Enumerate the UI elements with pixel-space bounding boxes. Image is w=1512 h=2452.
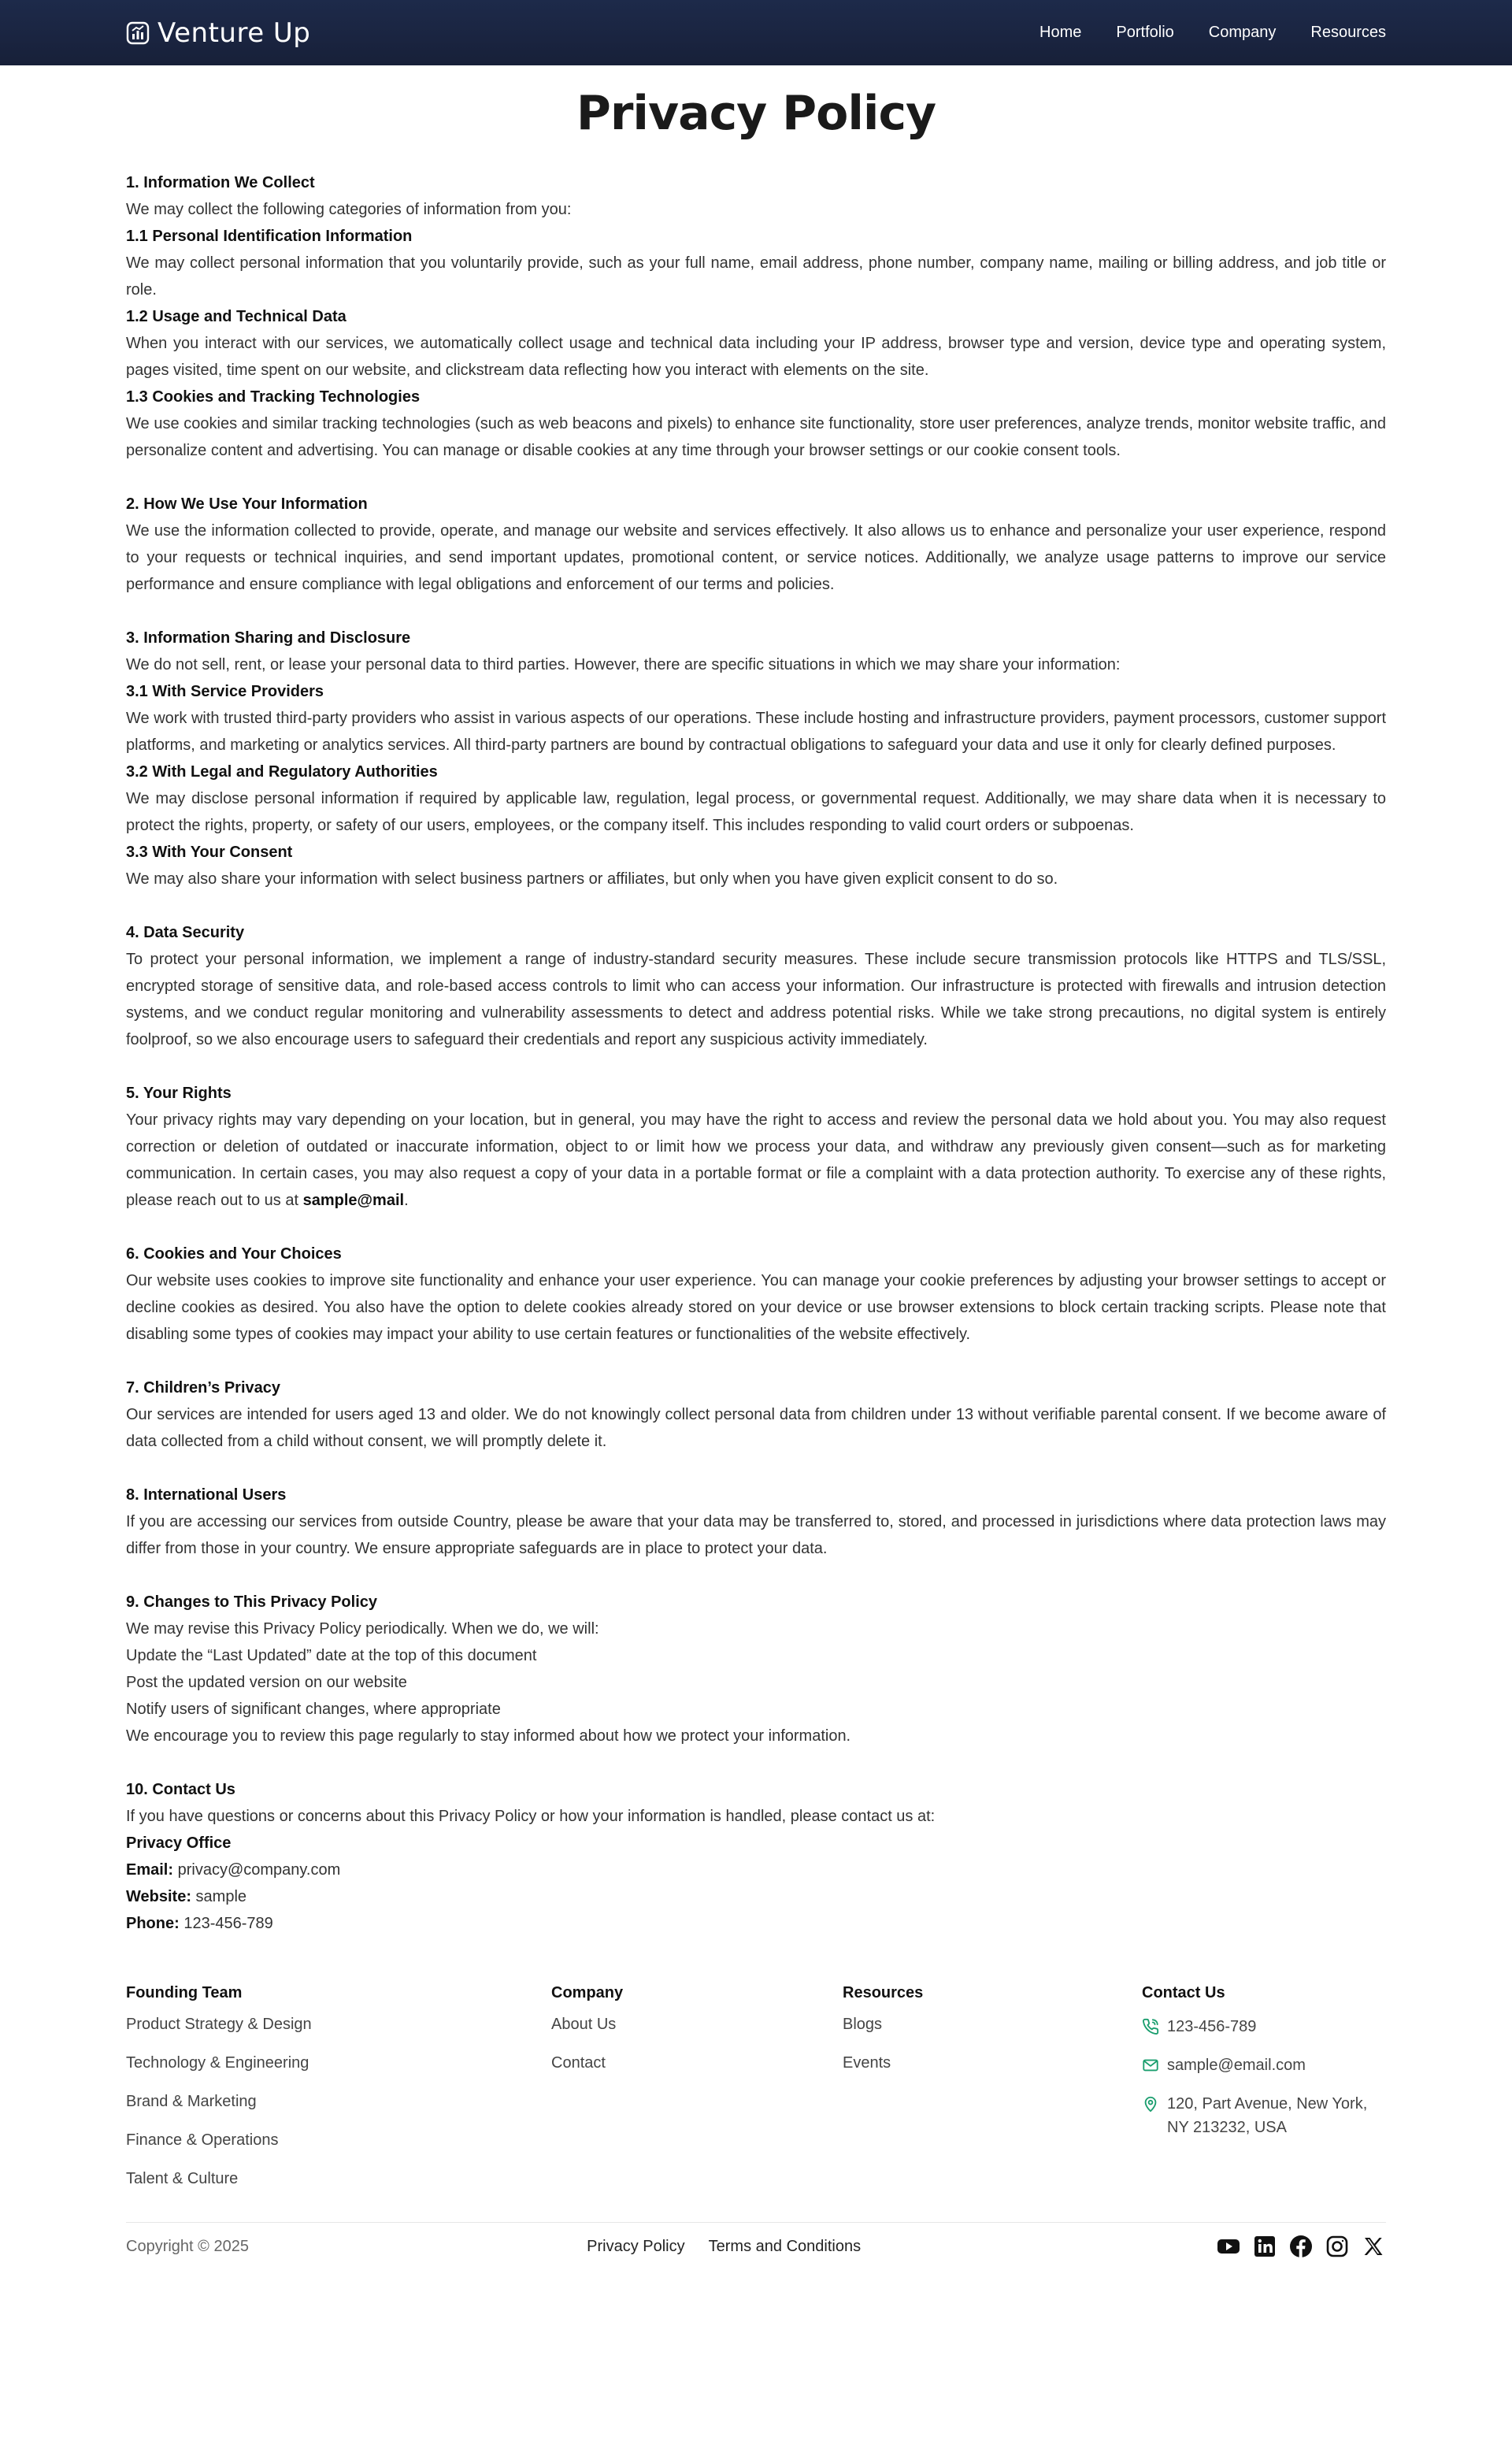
footer-link[interactable]: Technology & Engineering [126,2054,309,2072]
footer-link[interactable]: Blogs [843,2016,883,2033]
footer-link[interactable]: Product Strategy & Design [126,2016,312,2033]
email-label: Email: [126,1861,174,1879]
section-text: Our website uses cookies to improve site functionality and enhance your user experience. You can manage your cookie preferences by adjusting your browser settings to accept or decline cookies as desired. You also have the option to delete cookies already stored on your device or use browser extensions to block certain tracking scripts. Please note that disabling some types of cookies may impact your ability to use certain features or functionalities of the website effectively. [126,1272,1386,1343]
footer-col-heading: Resources [843,1984,924,2001]
section-text: We use the information collected to provide, operate, and manage our website and services effectively. It also allows us to enhance and personalize your user experience, respond to your requests or technical inquiries, and send important updates, promotional content, or service notices. Additionally, we analyze usage patterns to improve our service performance and ensure compliance with legal obligations and enforcement of our terms and policies. [126,522,1386,593]
footer-col-heading: Contact Us [1142,1984,1225,2001]
footer-bottom-bar [126,2223,1386,2270]
policy-change-line: Post the updated version on our website [126,1674,407,1691]
footer-email-text: sample@email.com [1167,2057,1306,2074]
section-international-users [126,1482,1386,1562]
rights-end: . [404,1192,409,1209]
subsection-text: We may disclose personal information if required by applicable law, regulation, legal process, or governmental request. Additionally, we may share data when it is necessary to protect the rights, property, or safety of our users, employees, or the company itself. This includes responding to valid court orders or subpoenas. [126,790,1386,834]
website-label: Website: [126,1888,191,1905]
contact-email-line [126,1857,1386,1883]
footer-link[interactable]: Finance & Operations [126,2131,279,2149]
x-icon[interactable] [1361,2234,1386,2259]
policy-change-line: We encourage you to review this page regularly to stay informed about how we protect your information. [126,1727,851,1745]
footer-col-heading: Founding Team [126,1984,243,2001]
subsection-heading: 3.3 With Your Consent [126,844,293,861]
email-value[interactable]: privacy@company.com [177,1861,341,1879]
section-policy-changes [126,1589,1386,1749]
instagram-icon[interactable] [1325,2234,1350,2259]
site-footer [0,1984,1512,2270]
footer-col-company [551,1984,843,2208]
subsection-text: We may also share your information with select business partners or affiliates, but only when you have given explicit consent to do so. [126,870,1058,888]
page-title: Privacy Policy [576,86,936,141]
phone-icon [1142,2018,1159,2035]
nav-home[interactable]: Home [1040,24,1082,41]
section-sharing-disclosure [126,625,1386,892]
footer-columns [126,1984,1386,2208]
policy-change-line: We may revise this Privacy Policy periodically. When we do, we will: [126,1620,599,1638]
subsection-text: We may collect personal information that you voluntarily provide, such as your full name, email address, phone number, company name, mailing or billing address, and job title or role. [126,254,1386,299]
footer-link[interactable]: Events [843,2054,891,2072]
section-heading: 6. Cookies and Your Choices [126,1245,342,1263]
nav-resources[interactable]: Resources [1310,24,1386,41]
section-data-security [126,919,1386,1053]
section-text: Our services are intended for users aged 13 and older. We do not knowingly collect personal data from children under 13 without verifiable parental consent. If we become aware of data collected from a child without consent, we will promptly delete it. [126,1406,1386,1450]
nav-company[interactable]: Company [1208,24,1277,41]
main-nav [1040,24,1386,42]
address-line-2: NY 213232, USA [1167,2119,1287,2136]
section-heading: 5. Your Rights [126,1085,232,1102]
nav-portfolio[interactable]: Portfolio [1116,24,1174,41]
subsection-text: We work with trusted third-party providers who assist in various aspects of our operations. These include hosting and infrastructure providers, payment processors, customer support platforms, and marketing or analytics services. All third-party partners are bound by contractual obligations to safeguard your data and use it only for clearly defined purposes. [126,710,1386,754]
footer-contact-address [1142,2092,1386,2139]
subsection-heading: 3.1 With Service Providers [126,683,324,700]
youtube-icon[interactable] [1216,2234,1241,2259]
privacy-office-label: Privacy Office [126,1834,232,1852]
social-links [1216,2234,1386,2259]
subsection-text: We use cookies and similar tracking technologies (such as web beacons and pixels) to enhance site functionality, store user preferences, analyze trends, monitor website traffic, and personalize content and advertising. You can manage or disable cookies at any time through your browser settings or our cookie consent tools. [126,415,1386,459]
section-heading: 2. How We Use Your Information [126,495,368,513]
section-heading: 8. International Users [126,1486,287,1504]
footer-address-text [1167,2092,1367,2139]
logo-text: Venture Up [158,17,311,49]
copyright-text: Copyright © 2025 [126,2237,249,2255]
section-information-we-collect [126,169,1386,464]
logo[interactable] [126,17,310,49]
address-line-1: 120, Part Avenue, New York, [1167,2095,1368,2113]
footer-contact-email[interactable] [1142,2053,1386,2077]
section-childrens-privacy [126,1374,1386,1455]
footer-col-contact [1142,1984,1386,2208]
rights-text: Your privacy rights may vary depending on your location, but in general, you may have the right to access and review the personal data we hold about you. You may also request correction or deletion of outdated or inaccurate information, object to or limit how we process your data, and withdraw any previously given consent—such as for marketing communication. In certain cases, you may also request a copy of your data in a portable format or file a complaint with a data protection authority. To exercise any of these rights, please reach out to us at [126,1111,1386,1209]
section-intro: We may collect the following categories of information from you: [126,201,572,218]
section-your-rights [126,1080,1386,1214]
section-heading: 9. Changes to This Privacy Policy [126,1593,378,1611]
footer-phone-text: 123-456-789 [1167,2018,1257,2035]
section-cookies-choices [126,1241,1386,1348]
subsection-text: When you interact with our services, we automatically collect usage and technical data including your IP address, browser type and version, device type and operating system, pages visited, time spent on our website, and clickstream data reflecting how you interact with elements on the site. [126,335,1386,379]
section-intro: We do not sell, rent, or lease your personal data to third parties. However, there are specific situations in which we may share your information: [126,656,1121,673]
terms-conditions-link[interactable]: Terms and Conditions [708,2237,862,2255]
section-text: If you are accessing our services from outside Country, please be aware that your data may be transferred to, stored, and processed in jurisdictions where data protection laws may differ from those in your country. We ensure appropriate safeguards are in place to protect your data. [126,1513,1386,1557]
phone-label: Phone: [126,1915,180,1932]
mail-icon [1142,2057,1159,2074]
footer-link[interactable]: About Us [551,2016,617,2033]
subsection-heading: 1.2 Usage and Technical Data [126,308,346,325]
footer-link[interactable]: Contact [551,2054,606,2072]
contact-website-line [126,1883,1386,1910]
site-header [0,0,1512,65]
section-heading: 10. Contact Us [126,1781,235,1798]
facebook-icon[interactable] [1288,2234,1314,2259]
chart-logo-icon [126,21,150,45]
policy-change-line: Notify users of significant changes, where appropriate [126,1701,501,1718]
footer-col-resources [843,1984,1142,2208]
section-contact-us [126,1776,1386,1937]
subsection-heading: 1.3 Cookies and Tracking Technologies [126,388,421,406]
subsection-heading: 3.2 With Legal and Regulatory Authorities [126,763,438,781]
section-how-we-use [126,491,1386,598]
section-heading: 1. Information We Collect [126,174,315,191]
section-heading: 4. Data Security [126,924,245,941]
policy-change-line: Update the “Last Updated” date at the top of this document [126,1647,537,1664]
location-pin-icon [1142,2095,1159,2113]
footer-link[interactable]: Talent & Culture [126,2170,239,2187]
privacy-policy-link[interactable]: Privacy Policy [587,2237,685,2255]
footer-link[interactable]: Brand & Marketing [126,2093,257,2110]
policy-content [0,169,1512,1937]
contact-intro: If you have questions or concerns about this Privacy Policy or how your information is handled, please contact us at: [126,1808,936,1825]
contact-phone-line [126,1910,1386,1937]
rights-email-link[interactable]: sample@mail [302,1192,405,1209]
section-heading: 7. Children’s Privacy [126,1379,281,1397]
phone-value[interactable]: 123-456-789 [183,1915,273,1932]
footer-col-founding-team [126,1984,551,2208]
section-text [126,1107,1386,1214]
section-text: To protect your personal information, we implement a range of industry-standard security measures. These include secure transmission protocols like HTTPS and TLS/SSL, encrypted storage of sensitive data, and role-based access controls to limit who can access your information. Our infrastructure is protected with firewalls and intrusion detection systems, and we conduct regular monitoring and vulnerability assessments to detect and address potential risks. While we take strong precautions, no digital system is entirely foolproof, so we also encourage users to safeguard their credentials and report any suspicious activity immediately. [126,951,1386,1048]
subsection-heading: 1.1 Personal Identification Information [126,228,413,245]
website-value[interactable]: sample [195,1888,247,1905]
footer-col-heading: Company [551,1984,624,2001]
legal-links [587,2238,1216,2256]
section-heading: 3. Information Sharing and Disclosure [126,629,411,647]
linkedin-icon[interactable] [1252,2234,1277,2259]
footer-contact-phone[interactable] [1142,2015,1386,2038]
